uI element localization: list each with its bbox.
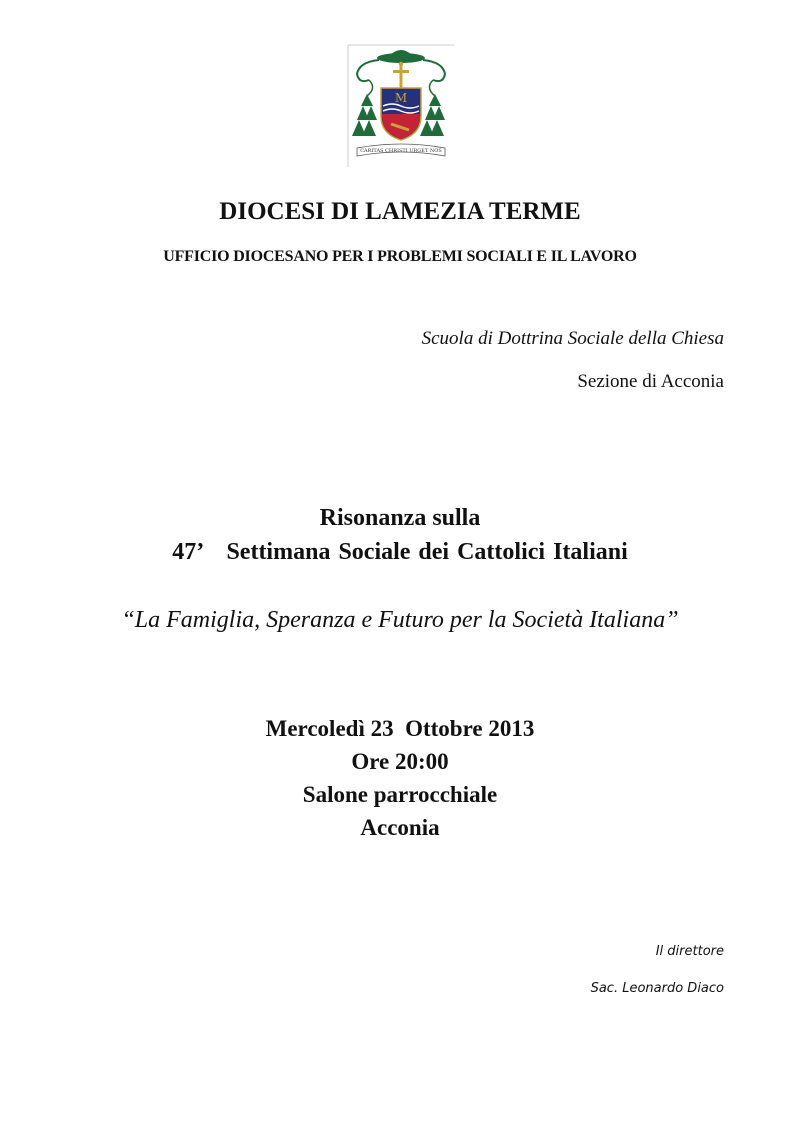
school-section: Sezione di Acconia bbox=[577, 371, 724, 392]
coat-of-arms-icon bbox=[347, 44, 455, 168]
school-name: Scuola di Dottrina Sociale della Chiesa bbox=[421, 328, 724, 349]
signatory-role: Il direttore bbox=[655, 944, 724, 959]
svg-text:M: M bbox=[394, 91, 408, 105]
event-heading-line-2: 47’ Settimana Sociale dei Cattolici Italiani bbox=[172, 539, 628, 565]
diocese-coat-of-arms bbox=[347, 44, 455, 168]
diocese-title: DIOCESI DI LAMEZIA TERME bbox=[219, 198, 581, 225]
event-time: Ore 20:00 bbox=[351, 749, 449, 774]
event-venue: Salone parrocchiale bbox=[302, 782, 498, 807]
event-place: Acconia bbox=[360, 815, 440, 840]
signatory-name: Sac. Leonardo Diaco bbox=[590, 981, 724, 996]
event-heading-line-1: Risonanza sulla bbox=[319, 505, 481, 531]
svg-text:CARITAS CHRISTI URGET NOS: CARITAS CHRISTI URGET NOS bbox=[360, 148, 442, 154]
event-theme: “La Famiglia, Speranza e Futuro per la Società Italiana” bbox=[121, 607, 679, 633]
office-name: UFFICIO DIOCESANO PER I PROBLEMI SOCIALI E IL LAVORO bbox=[163, 248, 637, 265]
event-date: Mercoledì 23 Ottobre 2013 bbox=[265, 716, 535, 741]
